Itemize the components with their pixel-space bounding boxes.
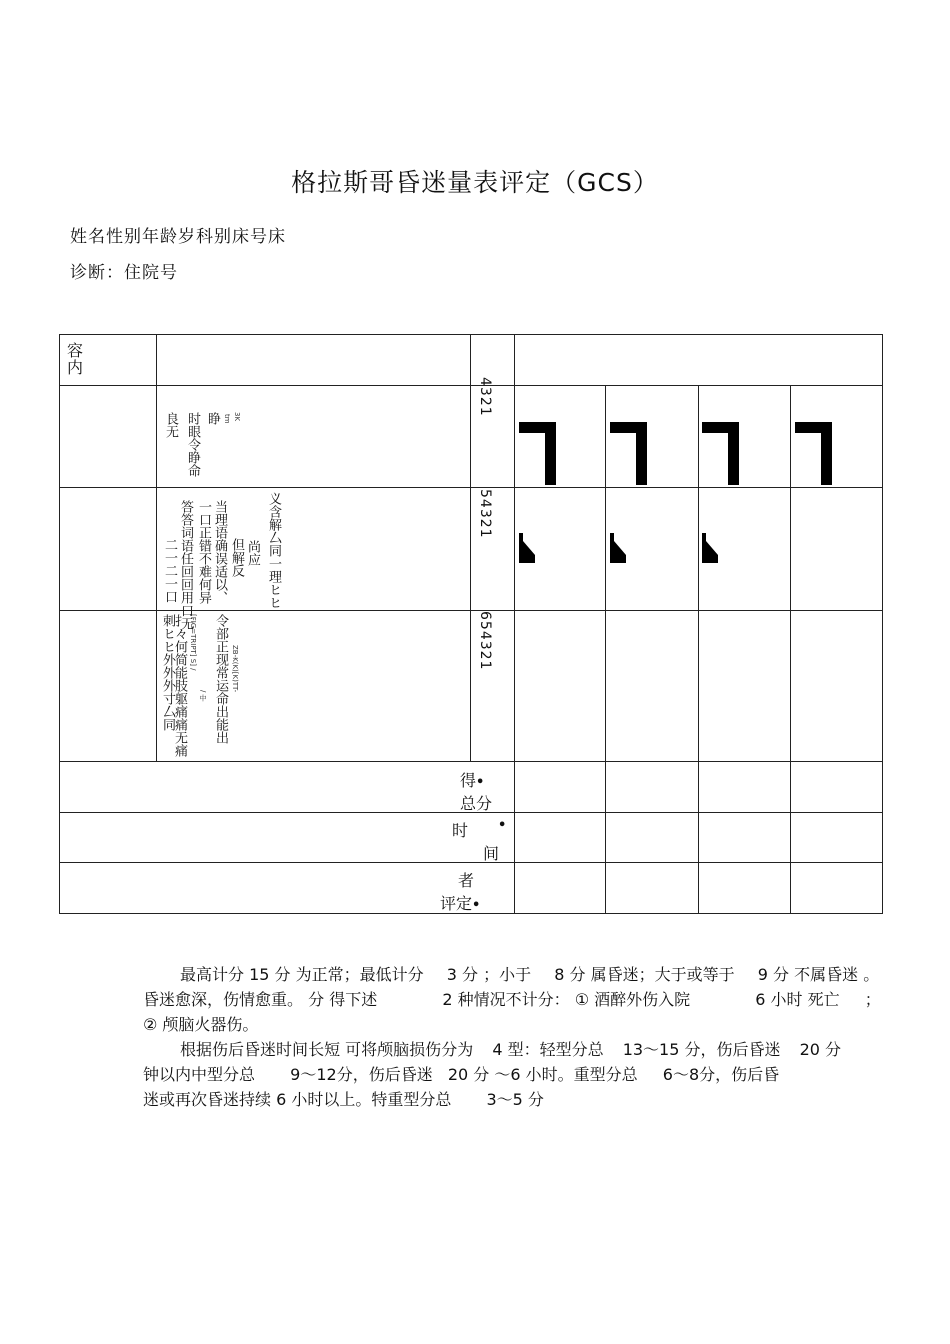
motor-text-small-b: ZB-K(K)[K)TT- bbox=[231, 645, 239, 693]
patient-info-line: 姓名性别年龄岁科别床号床 bbox=[70, 227, 286, 247]
tick-mark bbox=[610, 533, 626, 563]
verbal-text-col1b: 二一二一口 bbox=[162, 538, 177, 603]
motor-text-col3: 扌々何简能肢躯痛痛无痛 bbox=[172, 614, 187, 757]
paragraph-line: 钟以内中型分总 9～12分，伤后昏迷 20 分 ～6 小时。重型分总 6～8分，伤后昏 bbox=[143, 1065, 780, 1084]
diagnosis-line: 诊断：住院号 bbox=[70, 263, 178, 283]
page-title: 格拉斯哥昏迷量表评定（GCS） bbox=[291, 168, 659, 197]
header-content-label: 容 内 bbox=[67, 341, 84, 377]
motor-scores: 654321 bbox=[477, 611, 493, 671]
eye-text-col1: 良无 bbox=[163, 412, 178, 438]
paragraph-line: 最高计分 15 分 为正常；最低计分 3 分 ；小于 8 分 属昏迷；大于或等于 9 分 不属昏迷 。 bbox=[180, 965, 880, 984]
verbal-scores: 54321 bbox=[477, 489, 493, 539]
eye-text-small-a: 3K bbox=[233, 412, 241, 422]
eye-text-small-b: tm bbox=[223, 414, 231, 424]
motor-text-small-c: / 中 bbox=[199, 690, 207, 702]
bracket-mark bbox=[519, 422, 556, 485]
motor-text-col1: 刺ヒヒ外外外寸厶同 bbox=[160, 614, 175, 731]
motor-text-small-a: [FIG=TRIPT] S] / bbox=[189, 614, 197, 671]
paragraph-line: ② 颅脑火器伤。 bbox=[143, 1015, 259, 1034]
verbal-text-col3: 一口正错不难何异 bbox=[196, 500, 211, 604]
tick-mark bbox=[519, 533, 535, 563]
paragraph-line: 迷或再次昏迷持续 6 小时以上。特重型分总 3～5 分 bbox=[143, 1090, 544, 1109]
bracket-mark bbox=[795, 422, 832, 485]
total-score-label: 得• 总分 bbox=[460, 771, 493, 813]
bracket-mark bbox=[610, 422, 647, 485]
paragraph-line: 根据伤后昏迷时间长短 可将颅脑损伤分为 4 型：轻型分总 13～15 分，伤后昏迷 20 分 bbox=[180, 1040, 842, 1059]
tick-mark bbox=[702, 533, 718, 563]
verbal-text-col2: 当理语确误适以、 bbox=[212, 500, 227, 604]
verbal-text-col1: 答答词语任回回用口无 bbox=[178, 500, 193, 630]
eye-text-col2: 时眼令睁命 bbox=[185, 412, 200, 477]
evaluator-label: 者 评定• bbox=[440, 871, 481, 913]
eye-text-col3: 睁 bbox=[205, 412, 220, 425]
time-label: 时 • 间 bbox=[452, 818, 507, 863]
verbal-text-col4: 但解反 bbox=[229, 538, 244, 577]
verbal-text-col5: 尚应 bbox=[245, 540, 260, 566]
motor-text-col2: 令部正现常运命出能出 bbox=[213, 614, 228, 744]
eye-scores: 4321 bbox=[477, 377, 493, 417]
bracket-mark bbox=[702, 422, 739, 485]
paragraph-line: 昏迷愈深，伤情愈重。 分 得下述 2 种情况不计分： ① 酒醉外伤入院 6 小时 死亡 ； bbox=[143, 990, 881, 1009]
verbal-text-col6: 义含解厶同一理ヒヒ bbox=[266, 492, 281, 609]
